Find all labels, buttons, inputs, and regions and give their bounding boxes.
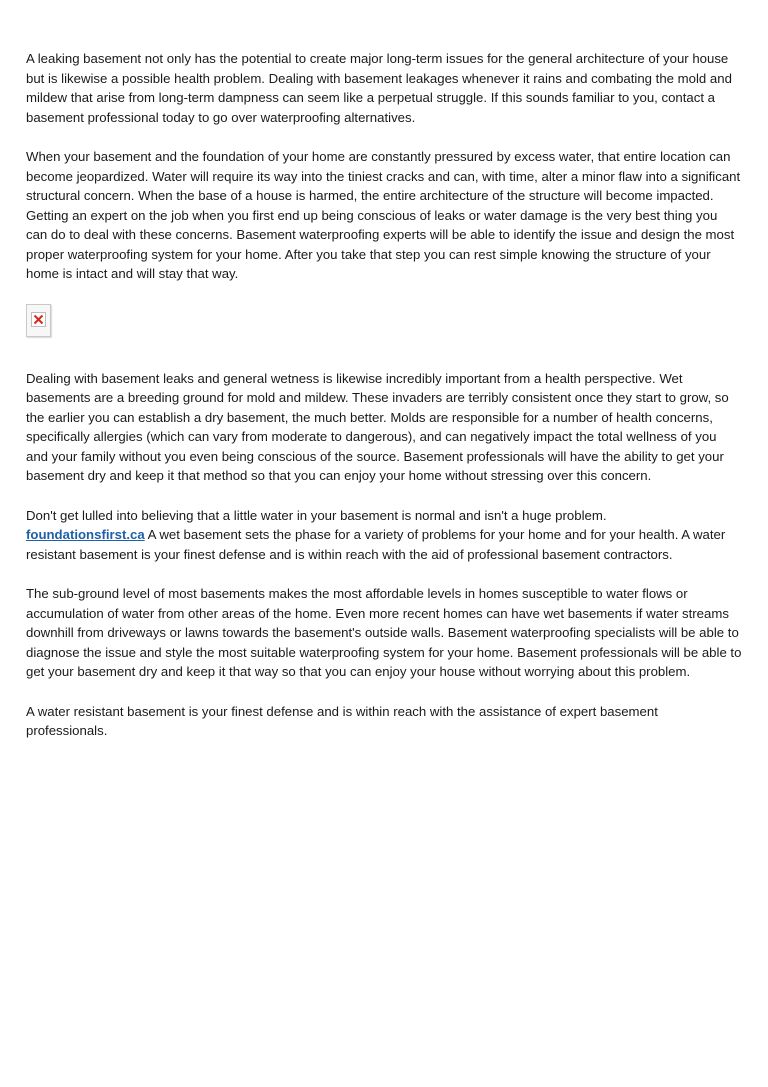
paragraph-4 (26, 506, 742, 565)
paragraph-6: A water resistant basement is your finest defense and is within reach with the assistance of expert basement professionals. (26, 703, 658, 738)
paragraph-2: When your basement and the foundation of your home are constantly pressured by excess water, that entire location can become jeopardized. Water will require its way into the tiniest cracks and can, with time, alter a minor flaw into a significant structural concern. When the base of a house is harmed, the entire architecture of the structure will become impacted. Getting an expert on the job when you first end up being conscious of leaks or water damage is the very best thing you can do to deal with these concerns. Basement waterproofing experts will be able to identify the issue and design the most proper waterproofing system for your home. After you take that step you can rest simple knowing the structure of your home is intact and will stay that way. (26, 149, 741, 281)
close-x-icon (33, 314, 44, 325)
paragraph-5: The sub-ground level of most basements makes the most affordable levels in homes susceptible to water flows or accumulation of water from other areas of the home. Even more recent homes can have wet basements if water streams downhill from driveways or lawns towards the basement's outside walls. Basement waterproofing specialists will be able to diagnose the issue and style the most suitable waterproofing system for your home. Basement professionals will be able to get your basement dry and keep it that way so that you can enjoy your house without worrying about this problem. (26, 586, 742, 679)
broken-image (26, 304, 51, 337)
paragraph-1: A leaking basement not only has the potential to create major long-term issues for the general architecture of your house but is likewise a possible health problem. Dealing with basement leakages whenever it rains and combating the mold and mildew that arise from long-term dampness can seem like a perpetual struggle. If this sounds familiar to you, contact a basement professional today to go over waterproofing alternatives. (26, 51, 732, 125)
foundationsfirst-link[interactable]: foundationsfirst.ca (26, 527, 145, 542)
paragraph-3: Dealing with basement leaks and general wetness is likewise incredibly important from a health perspective. Wet basements are a breeding ground for mold and mildew. These invaders are terribly consistent once they start to grow, so the earlier you can establish a dry basement, the much better. Molds are responsible for a number of health concerns, specifically allergies (which can vary from moderate to dangerous), and can negatively impact the total wellness of you and your family without you even being conscious of the source. Basement professionals will have the ability to get your basement dry and keep it that method so that you can enjoy your home without stressing over this concern. (26, 370, 729, 483)
document-page (26, 49, 742, 761)
paragraph-4-continued: A wet basement sets the phase for a variety of problems for your home and for your health. A water resistant basement is your finest defense and is within reach with the aid of professional basement contractors. (26, 527, 726, 562)
broken-image-icon (31, 312, 46, 327)
paragraph-4-text: Don't get lulled into believing that a little water in your basement is normal and isn't a huge problem. (26, 507, 607, 523)
